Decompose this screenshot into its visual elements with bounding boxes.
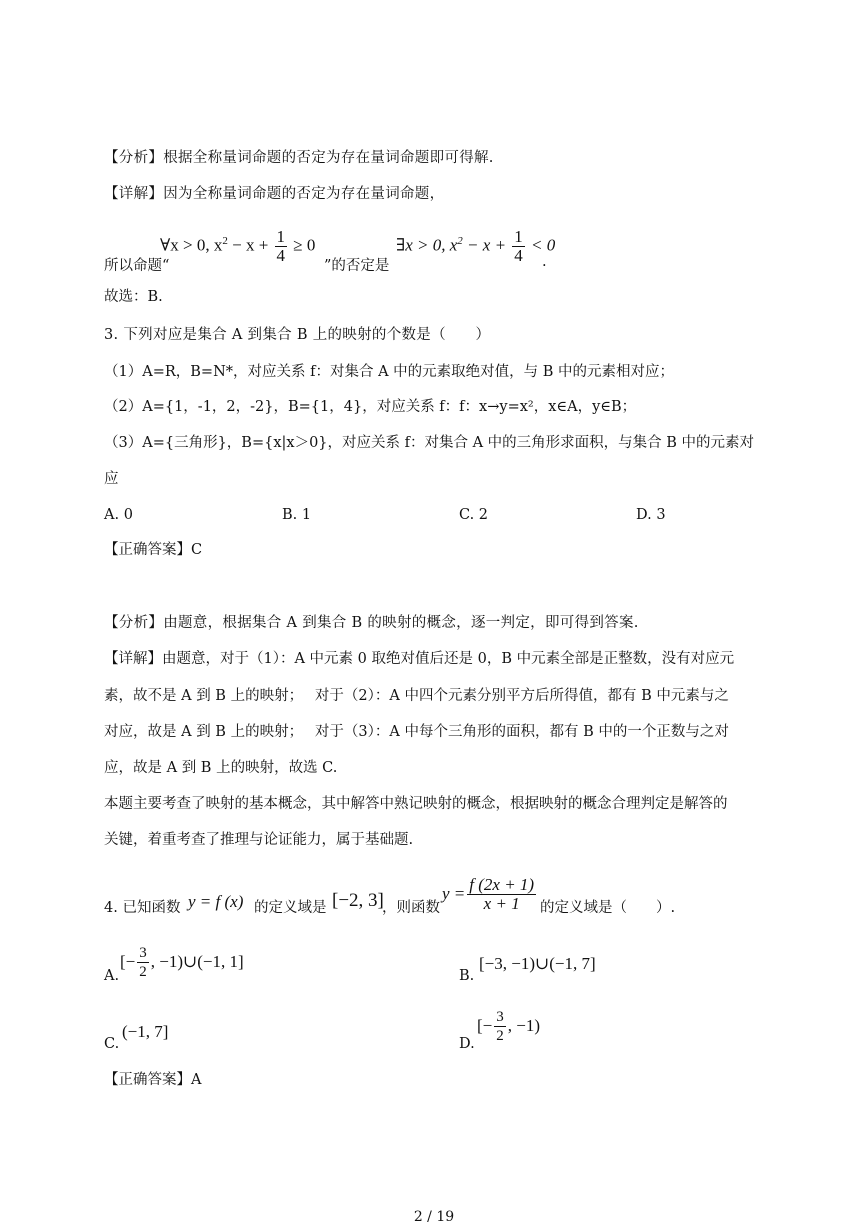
q3-item-3: （3）A={三角形}，B={x|x＞0}，对应关系 f：对集合 A 中的三角形求面积，与集合 B 中的元素对 (104, 435, 755, 451)
q4-option-d[interactable] (459, 1000, 619, 1056)
q4-fx: y = f (x) (188, 892, 244, 911)
q4-answer: 【正确答案】A (104, 1072, 202, 1088)
q3-option-b[interactable]: B. 1 (282, 507, 312, 523)
q4-option-a-math: [− $\frac{3}{2}$ , −1)∪(−1, 1] (120, 944, 244, 980)
q3-item-2: （2）A={1，-1，2，-2}，B={1，4}，对应关系 f：f：x→y=x²，x∈A，y∈B； (104, 399, 637, 415)
q2-prop-end: . (542, 254, 547, 270)
q2-detail: 【详解】因为全称量词命题的否定为存在量词命题， (104, 186, 445, 202)
q4-option-d-math: [− $\frac{3}{2}$ , −1) (477, 1008, 540, 1044)
q3-option-c[interactable]: C. 2 (459, 507, 489, 523)
q2-choice: 故选：B. (104, 289, 163, 305)
q3-item-1: （1）A=R，B=N*，对应关系 f：对集合 A 中的元素取绝对值，与 B 中的元素相对应； (104, 364, 675, 380)
q3-item-3-cont: 应 (104, 471, 119, 487)
q4-option-c[interactable] (104, 1022, 264, 1056)
q4-option-b-label: B. (459, 968, 475, 984)
q4-prefix: 4. 已知函数 (104, 900, 181, 916)
q2-proposition-line (104, 228, 564, 278)
q2-negation-formula: ∃x > 0, $x^2 - x$ + $\frac{1}{4}$ < 0 (396, 227, 556, 265)
q3-detail-1: 【详解】由题意，对于（1）：A 中元素 0 取绝对值后还是 0，B 中元素全部是正整数，没有对应元 (104, 651, 735, 667)
q2-prop-mid: ”的否定是 (324, 258, 390, 274)
q3-question: 3. 下列对应是集合 A 到集合 B 上的映射的个数是（ ） (104, 327, 491, 343)
q3-detail-3: 对应，故是 A 到 B 上的映射； 对于（3）：A 中每个三角形的面积，都有 B 中的一个正数与之对 (104, 724, 729, 740)
q3-summary-2: 关键，着重考查了推理与论证能力，属于基础题. (104, 832, 414, 848)
page-number: 2 / 19 (413, 1209, 455, 1225)
q3-option-a[interactable]: A. 0 (104, 507, 133, 523)
q4-option-a-label: A. (104, 968, 120, 984)
q4-option-b[interactable] (459, 952, 659, 992)
q3-detail-4: 应，故是 A 到 B 上的映射，故选 C. (104, 760, 338, 776)
q4-gx: y = $\frac{f (2x + 1)}{x + 1}$ (442, 874, 535, 913)
q4-question-line (104, 866, 744, 916)
q3-option-d[interactable]: D. 3 (636, 507, 666, 523)
q4-mid2: ，则函数 (382, 900, 440, 916)
q2-prop-formula: ∀x > 0, $x^2 - x$ + $\frac{1}{4}$ ≥ 0 (160, 227, 316, 265)
q3-summary-1: 本题主要考查了映射的基本概念，其中解答中熟记映射的概念，根据映射的概念合理判定是解答的 (104, 796, 728, 812)
q2-analysis: 【分析】根据全称量词命题的否定为存在量词命题即可得解. (104, 150, 494, 166)
q4-option-c-math: (−1, 7] (122, 1022, 169, 1041)
q2-prop-prefix: 所以命题“ (104, 258, 170, 274)
q4-option-b-math: [−3, −1)∪(−1, 7] (479, 954, 596, 973)
q4-domain: [−2, 3] (332, 890, 384, 911)
q3-answer: 【正确答案】C (104, 542, 203, 558)
q4-option-d-label: D. (459, 1036, 475, 1052)
q3-detail-2: 素，故不是 A 到 B 上的映射； 对于（2）：A 中四个元素分别平方后所得值，都有 B 中元素与之 (104, 688, 729, 704)
q3-analysis: 【分析】由题意，根据集合 A 到集合 B 的映射的概念，逐一判定，即可得到答案. (104, 615, 639, 631)
q4-option-a[interactable] (104, 936, 304, 992)
q4-suffix: 的定义域是（ ）. (540, 900, 676, 916)
q4-mid1: 的定义域是 (254, 900, 327, 916)
q4-option-c-label: C. (104, 1036, 120, 1052)
